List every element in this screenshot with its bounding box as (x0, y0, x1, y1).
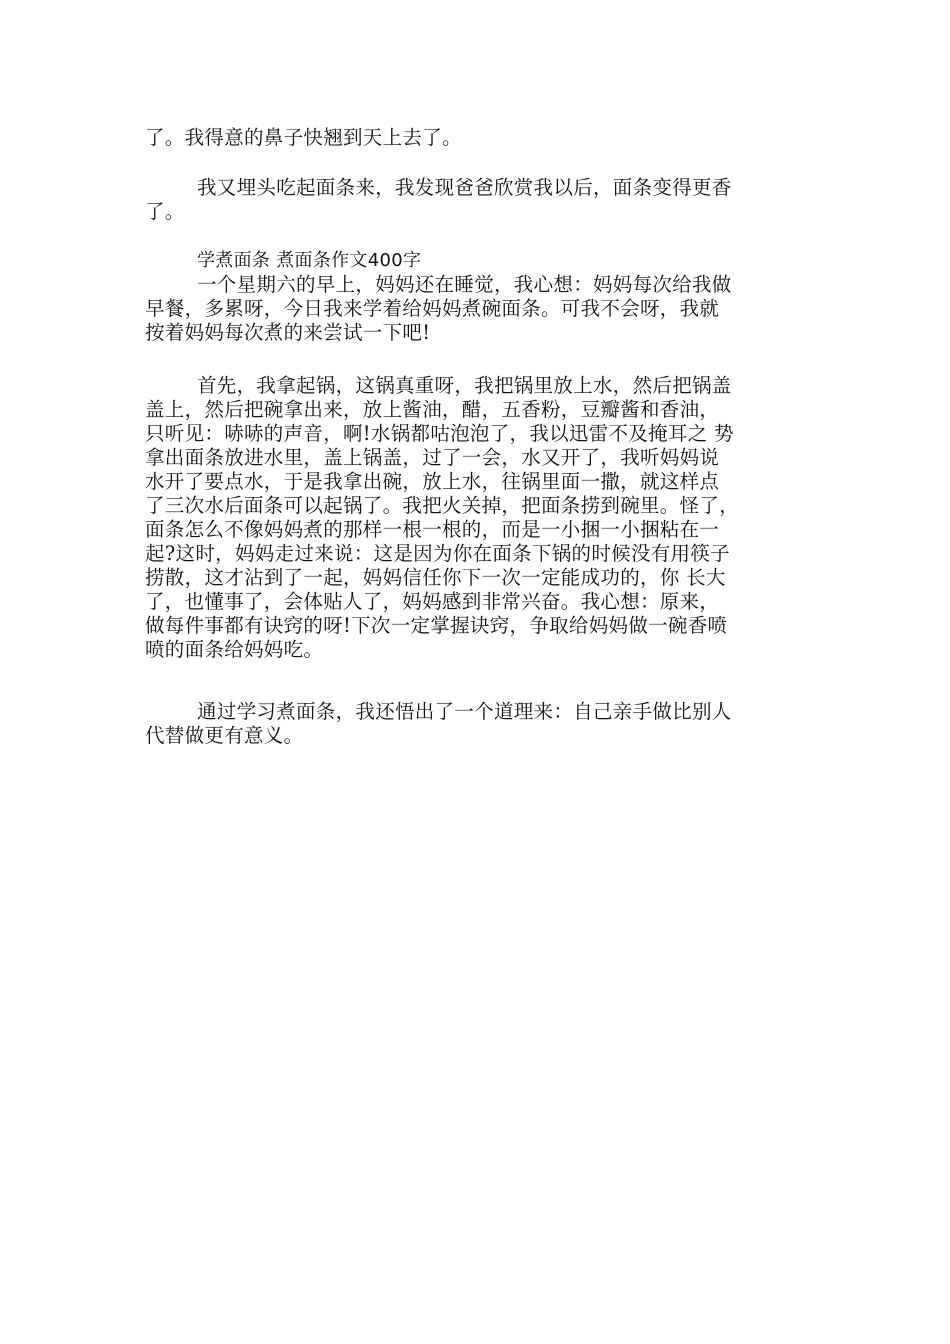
text-line: 捞散，这才沾到了一起，妈妈信任你下一次一定能成功的，你 长大 (145, 566, 726, 589)
text-line: 了，也懂事了，会体贴人了，妈妈感到非常兴奋。我心想：原来， (145, 590, 720, 613)
text-line: 起?这时，妈妈走过来说：这是因为你在面条下锅的时候没有用筷子 (145, 542, 730, 565)
text-line: 按着妈妈每次煮的来尝试一下吧! (145, 321, 431, 344)
text-line: 代替做更有意义。 (145, 724, 304, 747)
paragraph-5 (145, 700, 810, 748)
text-line: 我又埋头吃起面条来，我发现爸爸欣赏我以后，面条变得更香 (197, 176, 732, 199)
text-line: 只听见：哧哧的声音，啊!水锅都咕泡泡了，我以迅雷不及掩耳之 势 (145, 422, 734, 445)
paragraph-3 (145, 249, 810, 345)
text-line: 拿出面条放进水里，盖上锅盖，过了一会，水又开了，我听妈妈说 (145, 446, 720, 469)
text-line: 面条怎么不像妈妈煮的那样一根一根的，而是一小捆一小捆粘在一 (145, 518, 720, 541)
paragraph-1 (145, 126, 810, 150)
text-line: 首先，我拿起锅，这锅真重呀，我把锅里放上水，然后把锅盖 (197, 374, 732, 397)
paragraph-2 (145, 176, 810, 224)
text-line: 早餐，多累呀，今日我来学着给妈妈煮碗面条。可我不会呀，我就 (145, 297, 720, 320)
text-line: 一个星期六的早上，妈妈还在睡觉，我心想：妈妈每次给我做 (197, 273, 732, 296)
text-line: 做每件事都有诀窍的呀!下次一定掌握诀窍，争取给妈妈做一碗香喷 (145, 614, 728, 637)
text-line: 了。 (145, 200, 185, 223)
text-line: 盖上，然后把碗拿出来，放上酱油，醋，五香粉，豆瓣酱和香油， (145, 398, 720, 421)
text-line: 通过学习煮面条，我还悟出了一个道理来：自己亲手做比别人 (197, 700, 732, 723)
text-line: 了三次水后面条可以起锅了。我把火关掉，把面条捞到碗里。怪了， (145, 494, 740, 517)
text-line: 喷的面条给妈妈吃。 (145, 638, 324, 661)
article-title: 学煮面条 煮面条作文400字 (197, 250, 422, 271)
paragraph-4 (145, 374, 810, 662)
text-line: 了。我得意的鼻子快翘到天上去了。 (145, 126, 462, 149)
text-line: 水开了要点水，于是我拿出碗，放上水，往锅里面一撒，就这样点 (145, 470, 720, 493)
